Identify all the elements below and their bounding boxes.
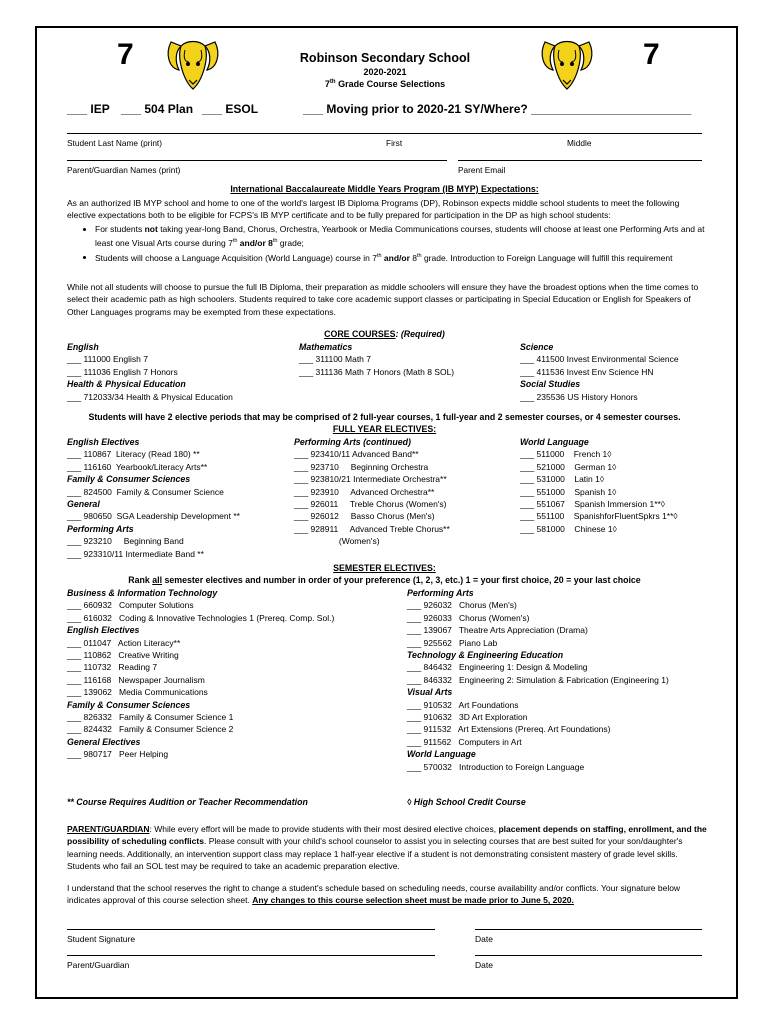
section-heading: Visual Arts <box>407 687 453 698</box>
course-option[interactable]: ___ 926032 Chorus (Men's) <box>407 600 517 611</box>
course-option[interactable]: ___ 910632 3D Art Exploration <box>407 712 528 723</box>
credit-legend: ◊ High School Credit Course <box>407 797 526 807</box>
audition-legend: ** Course Requires Audition or Teacher Recommendation <box>67 797 308 807</box>
core-courses-heading: CORE COURSES: (Required) <box>324 329 445 339</box>
core-science-title: Science <box>520 342 554 352</box>
course-option[interactable]: ___ 910532 Art Foundations <box>407 699 519 710</box>
parent-email-label: Parent Email <box>458 165 506 175</box>
course-option[interactable]: (Women's) <box>294 536 380 547</box>
core-social-title: Social Studies <box>520 379 581 390</box>
first-name-label: First <box>386 138 403 148</box>
course-option[interactable]: ___ 139062 Media Communications <box>67 687 208 698</box>
core-health-title: Health & Physical Education <box>67 379 186 390</box>
section-heading: Family & Consumer Sciences <box>67 474 191 485</box>
ram-mascot-logo-right <box>537 34 597 92</box>
course-option[interactable]: ___ 980650 SGA Leadership Development ** <box>67 511 240 522</box>
ib-bullet-language: • Students will choose a Language Acquisition (World Language) course in 7th and/or 8th grade. Introduction to Foreign Language will fulfill this requirement <box>95 250 707 264</box>
parent-names-line[interactable] <box>67 160 447 161</box>
course-235536[interactable]: ___ 235536 US History Honors <box>520 391 638 402</box>
ib-closing: While not all students will choose to pursue the full IB Diploma, their preparation as middle schoolers will ensure they have the broadest options when the time comes to select their academic path as high schoolers. Students required to take core academic support classes or participating in Special Education or English for Speakers of Other Languages programs may be exempted from these expectations. <box>67 282 699 317</box>
selection-title: 7th Grade Course Selections <box>324 79 446 89</box>
course-option[interactable]: ___ 551067 Spanish Immersion 1**◊ <box>520 499 666 510</box>
student-date-label: Date <box>475 934 493 944</box>
course-option[interactable]: ___ 551100 SpanishforFluentSpkrs 1**◊ <box>520 511 678 522</box>
section-heading: World Language <box>407 749 476 760</box>
course-option[interactable]: ___ 925562 Piano Lab <box>407 637 498 648</box>
course-option[interactable]: ___ 846432 Engineering 1: Design & Modeling <box>407 662 588 673</box>
course-option[interactable]: ___ 926012 Basso Chorus (Men's) <box>294 511 435 522</box>
moving-field[interactable]: ___ Moving prior to 2020-21 SY/Where? ________________________ <box>303 102 692 116</box>
core-english-col <box>67 341 233 403</box>
full-year-heading: FULL YEAR ELECTIVES: <box>332 424 437 434</box>
school-year: 2020-2021 <box>363 67 407 77</box>
section-heading: Performing Arts (continued) <box>294 437 411 447</box>
grade-number-right: 7 <box>643 38 660 71</box>
course-option[interactable]: ___ 923310/11 Intermediate Band ** <box>67 548 204 559</box>
agreement-text: I understand that the school reserves the right to change a student's schedule based on scheduling needs, course availability and/or conflicts. Your signature below indicates approval of this course selection sheet. Any changes to this course selection sheet must be made prior to June 5, 2020. <box>67 883 681 906</box>
core-math-title: Mathematics <box>299 342 353 352</box>
school-name: Robinson Secondary School <box>299 51 471 65</box>
grade-number-left: 7 <box>117 38 134 71</box>
semester-heading: SEMESTER ELECTIVES: <box>333 563 436 573</box>
elective-note: Students will have 2 elective periods that may be comprised of 2 full-year courses, 1 full-year and 2 semester courses, or 4 semester courses. <box>88 412 681 422</box>
course-option[interactable]: ___ 616032 Coding & Innovative Technologies 1 (Prereq. Comp. Sol.) <box>67 612 335 623</box>
ib-intro: As an authorized IB MYP school and home to one of the world's largest IB Diploma Programs (DP), Robinson expects middle school students to meet the following elective expectations both to be eligible for FCPS's IB MYP certificate and to be fully prepared for participation in the DP as high school students: <box>67 198 680 221</box>
course-option[interactable]: ___ 911532 Art Extensions (Prereq. Art Foundations) <box>407 724 611 735</box>
student-name-line[interactable] <box>67 133 702 134</box>
course-option[interactable]: ___ 110862 Creative Writing <box>67 650 179 661</box>
student-date-line[interactable] <box>475 929 702 930</box>
full-year-col-3 <box>520 436 678 535</box>
course-option[interactable]: ___ 923410/11 Advanced Band** <box>294 449 419 460</box>
course-option[interactable]: ___ 011047 Action Literacy** <box>67 637 181 648</box>
section-heading: General Electives <box>67 736 141 747</box>
semester-col-1 <box>67 587 334 761</box>
semester-rank-note: Rank all semester electives and number in order of your preference (1, 2, 3, etc.) 1 = your first choice, 20 = your last choice <box>128 575 641 585</box>
course-option[interactable]: ___ 846332 Engineering 2: Simulation & Fabrication (Engineering 1) <box>407 674 669 685</box>
course-option[interactable]: ___ 911562 Computers in Art <box>407 736 522 747</box>
ib-heading: International Baccalaureate Middle Years Program (IB MYP) Expectations: <box>230 184 539 194</box>
course-option[interactable]: ___ 521000 German 1◊ <box>520 461 617 472</box>
course-option[interactable]: ___ 531000 Latin 1◊ <box>520 474 605 485</box>
course-option[interactable]: ___ 923910 Advanced Orchestra** <box>294 486 435 497</box>
core-science-col <box>520 341 679 403</box>
course-option[interactable]: ___ 511000 French 1◊ <box>520 449 612 460</box>
course-111000[interactable]: ___ 111000 English 7 <box>67 354 148 365</box>
course-option[interactable]: ___ 570032 Introduction to Foreign Language <box>407 761 585 772</box>
section-heading: Technology & Engineering Education <box>407 650 564 661</box>
student-signature-line[interactable] <box>67 929 435 930</box>
course-option[interactable]: ___ 551000 Spanish 1◊ <box>520 486 617 497</box>
course-311100[interactable]: ___ 311100 Math 7 <box>299 354 371 365</box>
full-year-col-1 <box>67 436 240 560</box>
section-heading: Business & Information Technology <box>67 588 218 598</box>
section-heading: English Electives <box>67 625 140 636</box>
parent-signature-line[interactable] <box>67 955 435 956</box>
ib-bullet-arts: • For students not taking year-long Band, Chorus, Orchestra, Yearbook or Media Communications courses, students will choose at least one Performing Arts and at least one Visual Arts course during 7th and/or 8th grade; <box>95 223 707 250</box>
course-option[interactable]: ___ 928911 Advanced Treble Chorus** <box>294 523 450 534</box>
middle-name-label: Middle <box>567 138 592 148</box>
parent-date-line[interactable] <box>475 955 702 956</box>
course-option[interactable]: ___ 826332 Family & Consumer Science 1 <box>67 712 234 723</box>
course-option[interactable]: ___ 926033 Chorus (Women's) <box>407 612 530 623</box>
student-signature-label: Student Signature <box>67 934 136 944</box>
parent-guardian-note: PARENT/GUARDIAN: While every effort will be made to provide students with their most desired elective choices, placement depends on staffing, enrollment, and the possibility of scheduling conflicts. Please consult with your child's school counselor to assist you in selecting courses that are best suited for your son/daughter's learning needs. Additionally, an intervention support class may replace 1 half-year elective if a student is not demonstrating consistent mastery of grade level skills. Students who fail an SOL test may be required to take an academic preparation elective. <box>67 824 707 872</box>
last-name-label: Student Last Name (print) <box>67 138 162 148</box>
core-english-title: English <box>67 342 99 352</box>
semester-col-2 <box>407 587 669 773</box>
course-411500[interactable]: ___ 411500 Invest Environmental Science <box>520 354 679 365</box>
iep-checkbox[interactable]: ___ IEP <box>67 102 110 116</box>
course-option[interactable]: ___ 660932 Computer Solutions <box>67 600 194 611</box>
course-option[interactable]: ___ 116168 Newspaper Journalism <box>67 674 205 685</box>
course-option[interactable]: ___ 110867 Literacy (Read 180) ** <box>67 449 200 460</box>
section-heading: English Electives <box>67 437 140 447</box>
section-heading: World Language <box>520 437 589 447</box>
core-math-col <box>299 341 454 378</box>
course-option[interactable]: ___ 581000 Chinese 1◊ <box>520 523 617 534</box>
course-option[interactable]: ___ 116160 Yearbook/Literacy Arts** <box>67 461 208 472</box>
parent-email-line[interactable] <box>458 160 702 161</box>
course-311136[interactable]: ___ 311136 Math 7 Honors (Math 8 SOL) <box>299 366 455 377</box>
course-712033[interactable]: ___ 712033/34 Health & Physical Education <box>67 391 233 402</box>
course-option[interactable]: ___ 923710 Beginning Orchestra <box>294 461 429 472</box>
course-option[interactable]: ___ 824432 Family & Consumer Science 2 <box>67 724 234 735</box>
course-option[interactable]: ___ 980717 Peer Helping <box>67 749 169 760</box>
parent-signature-label: Parent/Guardian <box>67 960 130 970</box>
section-heading: Family & Consumer Sciences <box>67 699 191 710</box>
course-option[interactable]: ___ 110732 Reading 7 <box>67 662 158 673</box>
course-option[interactable]: ___ 824500 Family & Consumer Science <box>67 486 224 497</box>
ib-bullets <box>67 223 707 264</box>
course-411536[interactable]: ___ 411536 Invest Env Science HN <box>520 366 654 377</box>
course-111036[interactable]: ___ 111036 English 7 Honors <box>67 366 178 377</box>
full-year-col-2 <box>294 436 450 548</box>
plan-504-checkbox[interactable]: ___ 504 Plan <box>121 102 194 116</box>
parent-names-label: Parent/Guardian Names (print) <box>67 165 181 175</box>
course-option[interactable]: ___ 926011 Treble Chorus (Women's) <box>294 499 447 510</box>
course-option[interactable]: ___ 139067 Theatre Arts Appreciation (Drama) <box>407 625 588 636</box>
course-option[interactable]: ___ 923210 Beginning Band <box>67 536 184 547</box>
esol-checkbox[interactable]: ___ ESOL <box>202 102 259 116</box>
section-heading: General <box>67 499 100 510</box>
section-heading: Performing Arts <box>407 588 474 598</box>
course-option[interactable]: ___ 923810/21 Intermediate Orchestra** <box>294 474 447 485</box>
parent-date-label: Date <box>475 960 493 970</box>
section-heading: Performing Arts <box>67 523 134 534</box>
ram-mascot-logo-left <box>163 34 223 92</box>
